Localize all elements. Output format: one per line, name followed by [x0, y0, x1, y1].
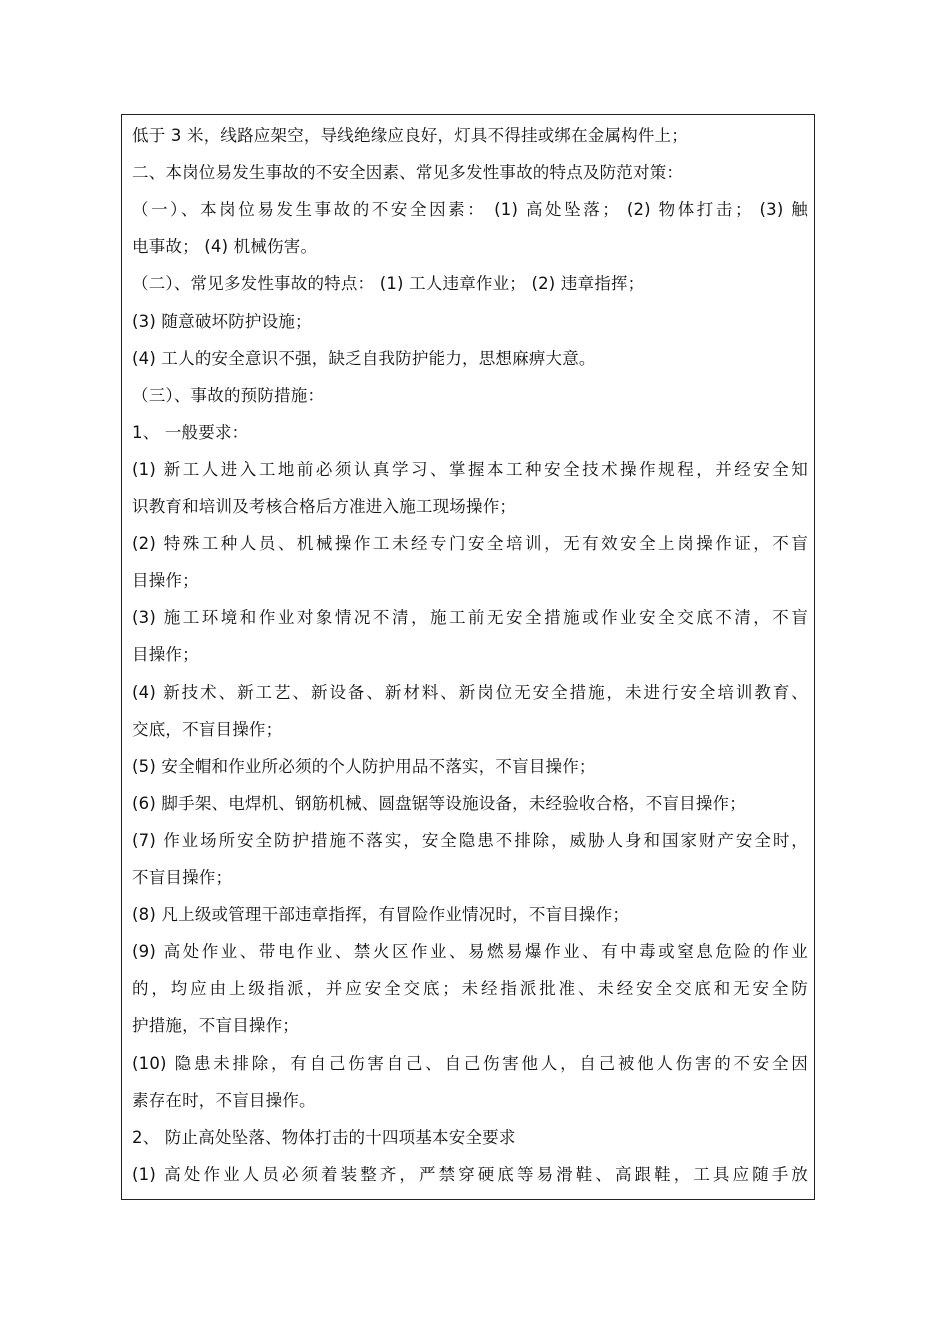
text-line: (5) 安全帽和作业所必须的个人防护用品不落实，不盲目操作； [132, 756, 596, 776]
text-line: (7) 作业场所安全防护措施不落实，安全隐患不排除，威胁人身和国家财产安全时， [132, 830, 808, 850]
text-line: (2) 特殊工种人员、机械操作工未经专门安全培训，无有效安全上岗操作证，不盲 [132, 534, 808, 554]
text-line: 1、 一般要求： [132, 422, 249, 442]
text-line: （二）、常见多发性事故的特点： (1) 工人违章作业； (2) 违章指挥； [132, 274, 645, 294]
text-line: 的，均应由上级指派，并应安全交底；未经指派批准、未经安全交底和无安全防 [132, 979, 808, 999]
text-line: 不盲目操作； [132, 868, 233, 887]
text-line: (1) 高处作业人员必须着装整齐，严禁穿硬底等易滑鞋、高跟鞋，工具应随手放 [132, 1164, 808, 1184]
text-line: (3) 施工环境和作业对象情况不清，施工前无安全措施或作业安全交底不清，不盲 [132, 608, 808, 628]
text-line: (1) 新工人进入工地前必须认真学习、掌握本工种安全技术操作规程，并经安全知 [132, 459, 808, 479]
text-line: 交底，不盲目操作； [132, 719, 283, 739]
text-line: 2、 防止高处坠落、物体打击的十四项基本安全要求 [132, 1127, 516, 1147]
text-line: (8) 凡上级或管理干部违章指挥，有冒险作业情况时，不盲目操作； [132, 905, 630, 925]
text-line: 素存在时，不盲目操作。 [132, 1090, 316, 1110]
text-line: (3) 随意破坏防护设施； [132, 311, 312, 331]
text-line: 电事故； (4) 机械伤害。 [132, 237, 318, 257]
text-line: 低于 3 米，线路应架空，导线绝缘应良好，灯具不得挂或绑在金属构件上； [132, 126, 688, 145]
text-line: 目操作； [132, 571, 199, 591]
text-line: 识教育和培训及考核合格后方准进入施工现场操作； [132, 497, 517, 516]
text-line: 护措施，不盲目操作； [132, 1016, 299, 1036]
text-line: (9) 高处作业、带电作业、禁火区作业、易燃易爆作业、有中毒或窒息危险的作业 [132, 942, 808, 962]
text-line: （一）、本岗位易发生事故的不安全因素： (1) 高处坠落； (2) 物体打击； (3) 触 [132, 200, 808, 220]
text-line: (4) 工人的安全意识不强，缺乏自我防护能力，思想麻痹大意。 [132, 348, 596, 368]
text-line: （三）、事故的预防措施： [132, 385, 325, 405]
text-line: (6) 脚手架、电焊机、钢筋机械、圆盘锯等设施设备，未经验收合格，不盲目操作； [132, 793, 746, 813]
text-line: 目操作； [132, 645, 199, 665]
text-line: (4) 新技术、新工艺、新设备、新材料、新岗位无安全措施，未进行安全培训教育、 [132, 682, 808, 702]
document-frame [121, 114, 815, 1200]
text-line: (10) 隐患未排除，有自己伤害自己、自己伤害他人，自己被他人伤害的不安全因 [132, 1053, 808, 1073]
text-line: 二、本岗位易发生事故的不安全因素、常见多发性事故的特点及防范对策： [132, 163, 684, 183]
